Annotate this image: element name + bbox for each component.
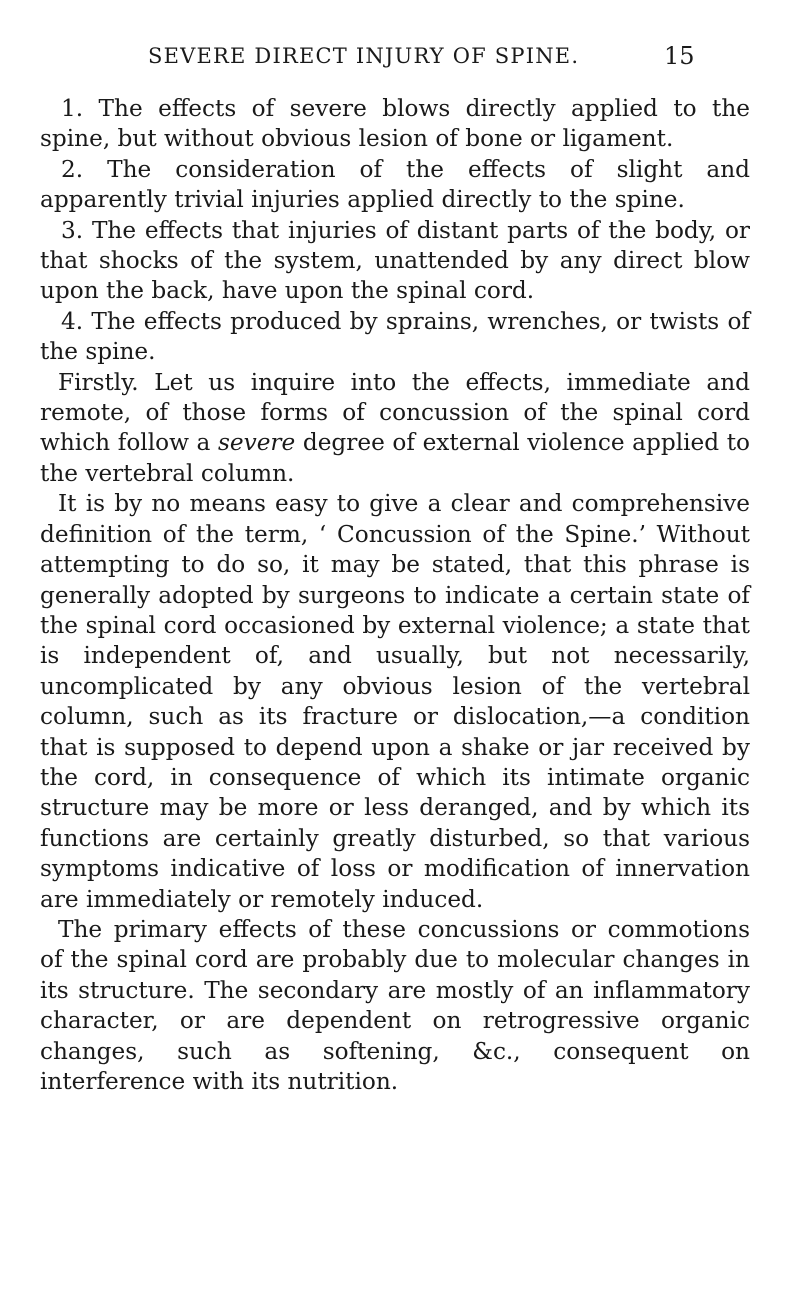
page-number: 15 [664, 42, 695, 70]
running-title: SEVERE DIRECT INJURY OF SPINE. [148, 44, 580, 68]
paragraph-primary-effects: The primary effects of these concussions or commotions of the spinal cord are probably due to molecular changes in its structure. The secondary are mostly of an inflammatory character, or are dependent on retrogressive organic changes, such as softening, &c., consequent on interference with its nutrition. [40, 915, 750, 1095]
paragraph-definition: It is by no means easy to give a clear and comprehensive definition of the term, ‘ Concussion of the Spine.’ Without attempting to do so, it may be stated, that this phrase is generally adopted by surgeons to indicate a certain state of the spinal cord occasioned by external violence; a state that is independent of, and usually, but not necessarily, uncomplicated by any obvious lesion of the vertebral column, such as its fracture or dislocation,—a condition that is supposed to depend upon a shake or jar received by the cord, in consequence of which its intimate organic structure may be more or less deranged, and by which its functions are certainly greatly disturbed, so that various symptoms indicative of loss or modification of innervation are immediately or remotely induced. [40, 490, 750, 913]
paragraph-firstly-text-a: Firstly. Let us inquire into the effects, immediate and remote, of those forms of concussion of the spinal cord which follow a [40, 368, 750, 457]
list-item-4: 4. The effects produced by sprains, wrenches, or twists of the spine. [40, 307, 750, 366]
running-head [0, 44, 801, 78]
list-item-1: 1. The effects of severe blows directly applied to the spine, but without obvious lesion of bone or ligament. [40, 95, 750, 153]
paragraph-firstly-text-b: degree of external violence applied to the vertebral column. [40, 429, 750, 487]
paragraph-firstly [40, 368, 750, 490]
body-text [40, 94, 750, 1097]
list-item-2: 2. The consideration of the effects of slight and apparently trivial injuries applied directly to the spine. [40, 155, 750, 214]
emphasis-severe: severe [217, 429, 296, 457]
list-item-3: 3. The effects that injuries of distant parts of the body, or that shocks of the system, unattended by any direct blow upon the back, have upon the spinal cord. [40, 216, 750, 305]
